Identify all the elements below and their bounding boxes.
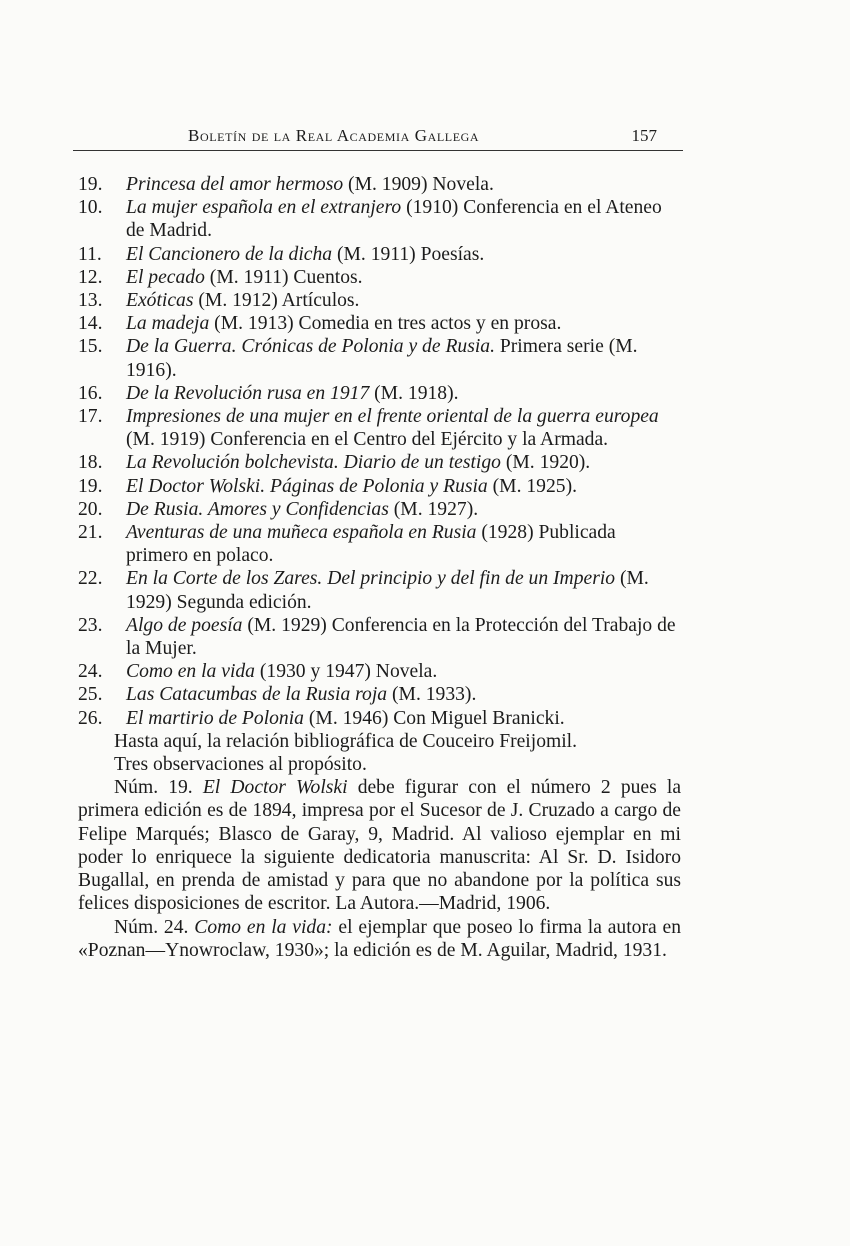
entry-title: La madeja bbox=[126, 313, 210, 335]
entry-title: Exóticas bbox=[126, 290, 194, 312]
entry-details: (M. 1911) Poesías. bbox=[332, 243, 485, 265]
entry-title: La mujer española en el extranjero bbox=[126, 197, 402, 219]
observation-paragraph bbox=[78, 916, 681, 962]
entry-title: Como en la vida bbox=[126, 661, 255, 683]
entry-details: Primera serie (M. 1916). bbox=[126, 336, 638, 381]
entry-details: (1930 y 1947) Novela. bbox=[254, 661, 438, 683]
entry-details: (M. 1920). bbox=[500, 452, 591, 474]
entry-title: Aventuras de una muñeca española en Rusia bbox=[126, 522, 477, 544]
entry-number: 16. bbox=[78, 382, 103, 404]
entry-number: 25. bbox=[78, 684, 103, 706]
observation-label: Núm. 24. bbox=[114, 916, 195, 938]
entry-details: (M. 1927). bbox=[388, 498, 479, 520]
entry-title: La Revolución bolchevista. Diario de un testigo bbox=[126, 452, 501, 474]
bibliography-entry bbox=[78, 660, 681, 683]
entry-title: Princesa del amor hermoso bbox=[126, 174, 344, 195]
entry-details: (M. 1909) Novela. bbox=[343, 174, 494, 195]
bibliography-entry bbox=[78, 289, 681, 312]
entry-title: De la Revolución rusa en 1917 bbox=[126, 382, 370, 404]
bibliography-entry bbox=[78, 707, 681, 730]
entry-title: El Doctor Wolski. Páginas de Polonia y Rusia bbox=[126, 475, 488, 497]
entry-details: (M. 1929) Conferencia en la Protección del Trabajo de la Mujer. bbox=[126, 614, 676, 660]
entry-number: 20. bbox=[78, 498, 103, 520]
entry-details: (M. 1912) Artículos. bbox=[193, 290, 360, 312]
entry-details: (M. 1918). bbox=[369, 382, 459, 404]
entry-title: De la Guerra. Crónicas de Polonia y de Rusia. bbox=[126, 336, 495, 358]
entry-number: 22. bbox=[78, 568, 103, 590]
entry-number: 13. bbox=[78, 290, 103, 312]
bibliography-entry bbox=[78, 405, 681, 451]
entry-title: Algo de poesía bbox=[126, 614, 243, 636]
bibliography-entry bbox=[78, 521, 681, 567]
bibliography-entry bbox=[78, 312, 681, 335]
bibliography-entry bbox=[78, 266, 681, 289]
entry-title: Impresiones de una mujer en el frente oriental de la guerra europea bbox=[126, 406, 659, 428]
entry-title: De Rusia. Amores y Confidencias bbox=[126, 498, 389, 520]
entry-number: 10. bbox=[78, 197, 103, 219]
entry-number: 18. bbox=[78, 452, 103, 474]
entry-number: 19. bbox=[78, 475, 103, 497]
journal-title: Boletín de la Real Academia Gallega bbox=[188, 126, 480, 145]
entry-number: 26. bbox=[78, 707, 103, 729]
entry-number: 11. bbox=[78, 243, 102, 265]
observation-label: Núm. 19. bbox=[114, 777, 203, 799]
entry-details: (1928) Publicada primero en polaco. bbox=[126, 522, 616, 567]
entry-details: (M. 1946) Con Miguel Branicki. bbox=[303, 707, 565, 729]
running-header bbox=[183, 126, 683, 152]
entry-details: (M. 1933). bbox=[387, 684, 477, 706]
observation-title: Como en la vida: bbox=[194, 916, 333, 938]
observations-intro: Tres observaciones al propósito. bbox=[114, 754, 367, 776]
entry-number: 24. bbox=[78, 661, 103, 683]
entry-details: (M. 1913) Comedia en tres actos y en prosa. bbox=[209, 313, 562, 335]
closing-paragraph: Hasta aquí, la relación bibliográfica de Couceiro Freijomil. bbox=[114, 730, 578, 752]
bibliography-entry bbox=[78, 614, 681, 660]
entry-title: El pecado bbox=[126, 266, 205, 288]
observation-paragraph bbox=[78, 776, 681, 915]
observation-text: debe figurar con el número 2 pues la primera edición es de 1894, impresa por el Sucesor de J. Cruzado a cargo de Felipe Marqués; Blasco de Garay, 9, Madrid. Al valioso ejemplar en mi poder lo enriquece la siguiente dedicatoria manuscrita: Al Sr. D. Isidoro Bugallal, en prenda de amistad y para que no abandone por la política sus felices disposiciones de escritor. La Autora.—Madrid, 1906. bbox=[78, 777, 682, 915]
entry-number: 23. bbox=[78, 614, 103, 636]
bibliography-entry bbox=[78, 335, 681, 381]
bibliography-entry bbox=[78, 382, 681, 405]
entry-title: Las Catacumbas de la Rusia roja bbox=[126, 684, 388, 706]
entry-number: 14. bbox=[78, 313, 103, 335]
bibliography-entry bbox=[78, 196, 681, 242]
bibliography-entry bbox=[78, 451, 681, 474]
bibliography-entry bbox=[78, 498, 681, 521]
header-rule bbox=[73, 150, 683, 151]
bibliography-entry bbox=[78, 567, 681, 613]
page-body bbox=[78, 173, 681, 962]
page-number: 157 bbox=[631, 126, 657, 145]
entry-number: 21. bbox=[78, 522, 103, 544]
observation-text: el ejemplar que poseo lo firma la autora en «Poznan—Ynowroclaw, 1930»; la edición es de M. Aguilar, Madrid, 1931. bbox=[78, 916, 681, 961]
entry-details: (M. 1911) Cuentos. bbox=[204, 266, 363, 288]
entry-title: El martirio de Polonia bbox=[126, 707, 304, 729]
bibliography-entry bbox=[78, 243, 681, 266]
entry-details: (1910) Conferencia en el Ateneo de Madrid. bbox=[126, 197, 662, 242]
entry-number: 17. bbox=[78, 406, 103, 428]
observation-title: El Doctor Wolski bbox=[202, 777, 348, 799]
bibliography-entry bbox=[78, 475, 681, 498]
entry-details: (M. 1919) Conferencia en el Centro del Ejército y la Armada. bbox=[126, 429, 609, 451]
entry-title: En la Corte de los Zares. Del principio y del fin de un Imperio bbox=[126, 568, 616, 590]
entry-number: 19. bbox=[78, 174, 103, 195]
entry-details: (M. 1929) Segunda edición. bbox=[126, 568, 649, 613]
entry-number: 15. bbox=[78, 336, 103, 358]
entry-number: 12. bbox=[78, 266, 103, 288]
entry-details: (M. 1925). bbox=[487, 475, 577, 497]
entry-title: El Cancionero de la dicha bbox=[126, 243, 333, 265]
bibliography-entry bbox=[78, 173, 681, 196]
bibliography-entry bbox=[78, 683, 681, 706]
